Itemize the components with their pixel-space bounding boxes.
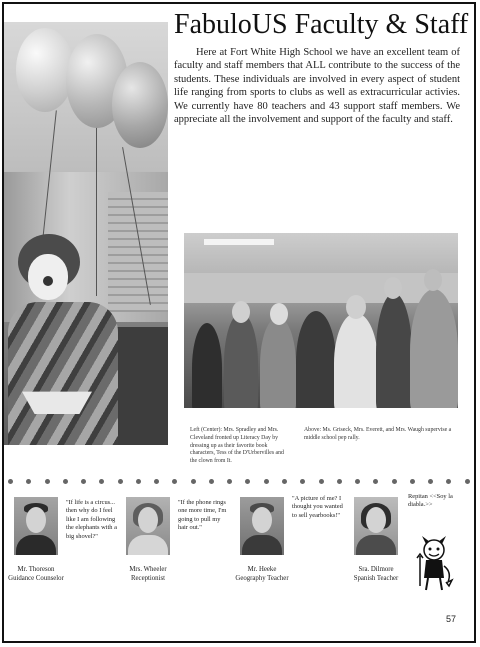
crowd-person (296, 311, 336, 408)
profile-caption (118, 565, 178, 583)
balloon (16, 28, 74, 112)
balloon (112, 62, 168, 148)
profile-caption (6, 565, 66, 583)
profile-role: Receptionist (131, 575, 165, 582)
profile-role: Guidance Counselor (8, 575, 64, 582)
crowd-person (260, 317, 296, 408)
profile-name: Sra. Dilmore (358, 566, 394, 573)
crowd-person (334, 313, 378, 408)
profile-caption (232, 565, 292, 583)
crowd-person (224, 313, 258, 408)
crowd-person (410, 289, 458, 408)
crowd-person (192, 323, 222, 408)
gym-wall (184, 273, 458, 303)
profile-quote: "If life is a circus... then why do I feel like I am following the elephants with a big shovel?" (66, 499, 117, 540)
profile-quote: "A picture of me? I thought you wanted to sell yearbooks!" (292, 495, 343, 519)
intro-paragraph: Here at Fort White High School we have an excellent team of faculty and staff members that ALL contribute to the success of the students. These individuals are involved in every aspect of student life ranging from sports to clubs as well as extracurricular activies. We currently have 80 teachers and 43 support staff members. We appreciate all the involvement and support of the faculty and staff. (174, 47, 460, 126)
portrait-photo (240, 497, 284, 555)
crowd-head (270, 303, 288, 325)
profile-role: Spanish Teacher (353, 575, 399, 582)
portrait-photo (14, 497, 58, 555)
literacy-day-photo (4, 22, 168, 445)
profile-role: Geography Teacher (235, 575, 289, 582)
profile-caption (346, 565, 406, 583)
crowd-head (384, 277, 402, 299)
right-photo-caption: Above: Ms. Griseck, Mrs. Everett, and Mrs. Waugh supervise a middle school pep rally. (304, 427, 452, 441)
profile-quote: Repitan <<Soy la diabla.>> (408, 493, 453, 509)
portrait-photo (126, 497, 170, 555)
page-title: FabuloUS Faculty & Staff (174, 9, 469, 40)
profile-name: Mr. Heeke (247, 566, 277, 573)
profile-quote: "If the phone rings one more time, I'm going to pull my hair out." (178, 499, 227, 532)
crowd-head (346, 295, 366, 319)
clown-costume (8, 302, 118, 445)
clown-nose (43, 276, 53, 286)
profile-name: Mrs. Wheeler (129, 566, 167, 573)
portrait-photo (354, 497, 398, 555)
crowd-person (376, 293, 412, 408)
crowd-head (424, 269, 442, 291)
pep-rally-photo (184, 233, 458, 408)
page-number: 57 (446, 614, 457, 624)
left-photo-caption: Left (Center): Mrs. Spradley and Mrs. Cleveland fronted up Literacy Day by dressing up as their favorite book characters, Tess of the D'Urbervilles and the clown from It. (190, 427, 284, 465)
profile-name: Mr. Thoreson (17, 566, 55, 573)
devil-icon (414, 536, 454, 592)
dot-divider (8, 479, 470, 484)
crowd-head (232, 301, 250, 323)
photo-window (108, 192, 168, 312)
ceiling-light (204, 239, 274, 245)
balloon-string (96, 126, 97, 296)
